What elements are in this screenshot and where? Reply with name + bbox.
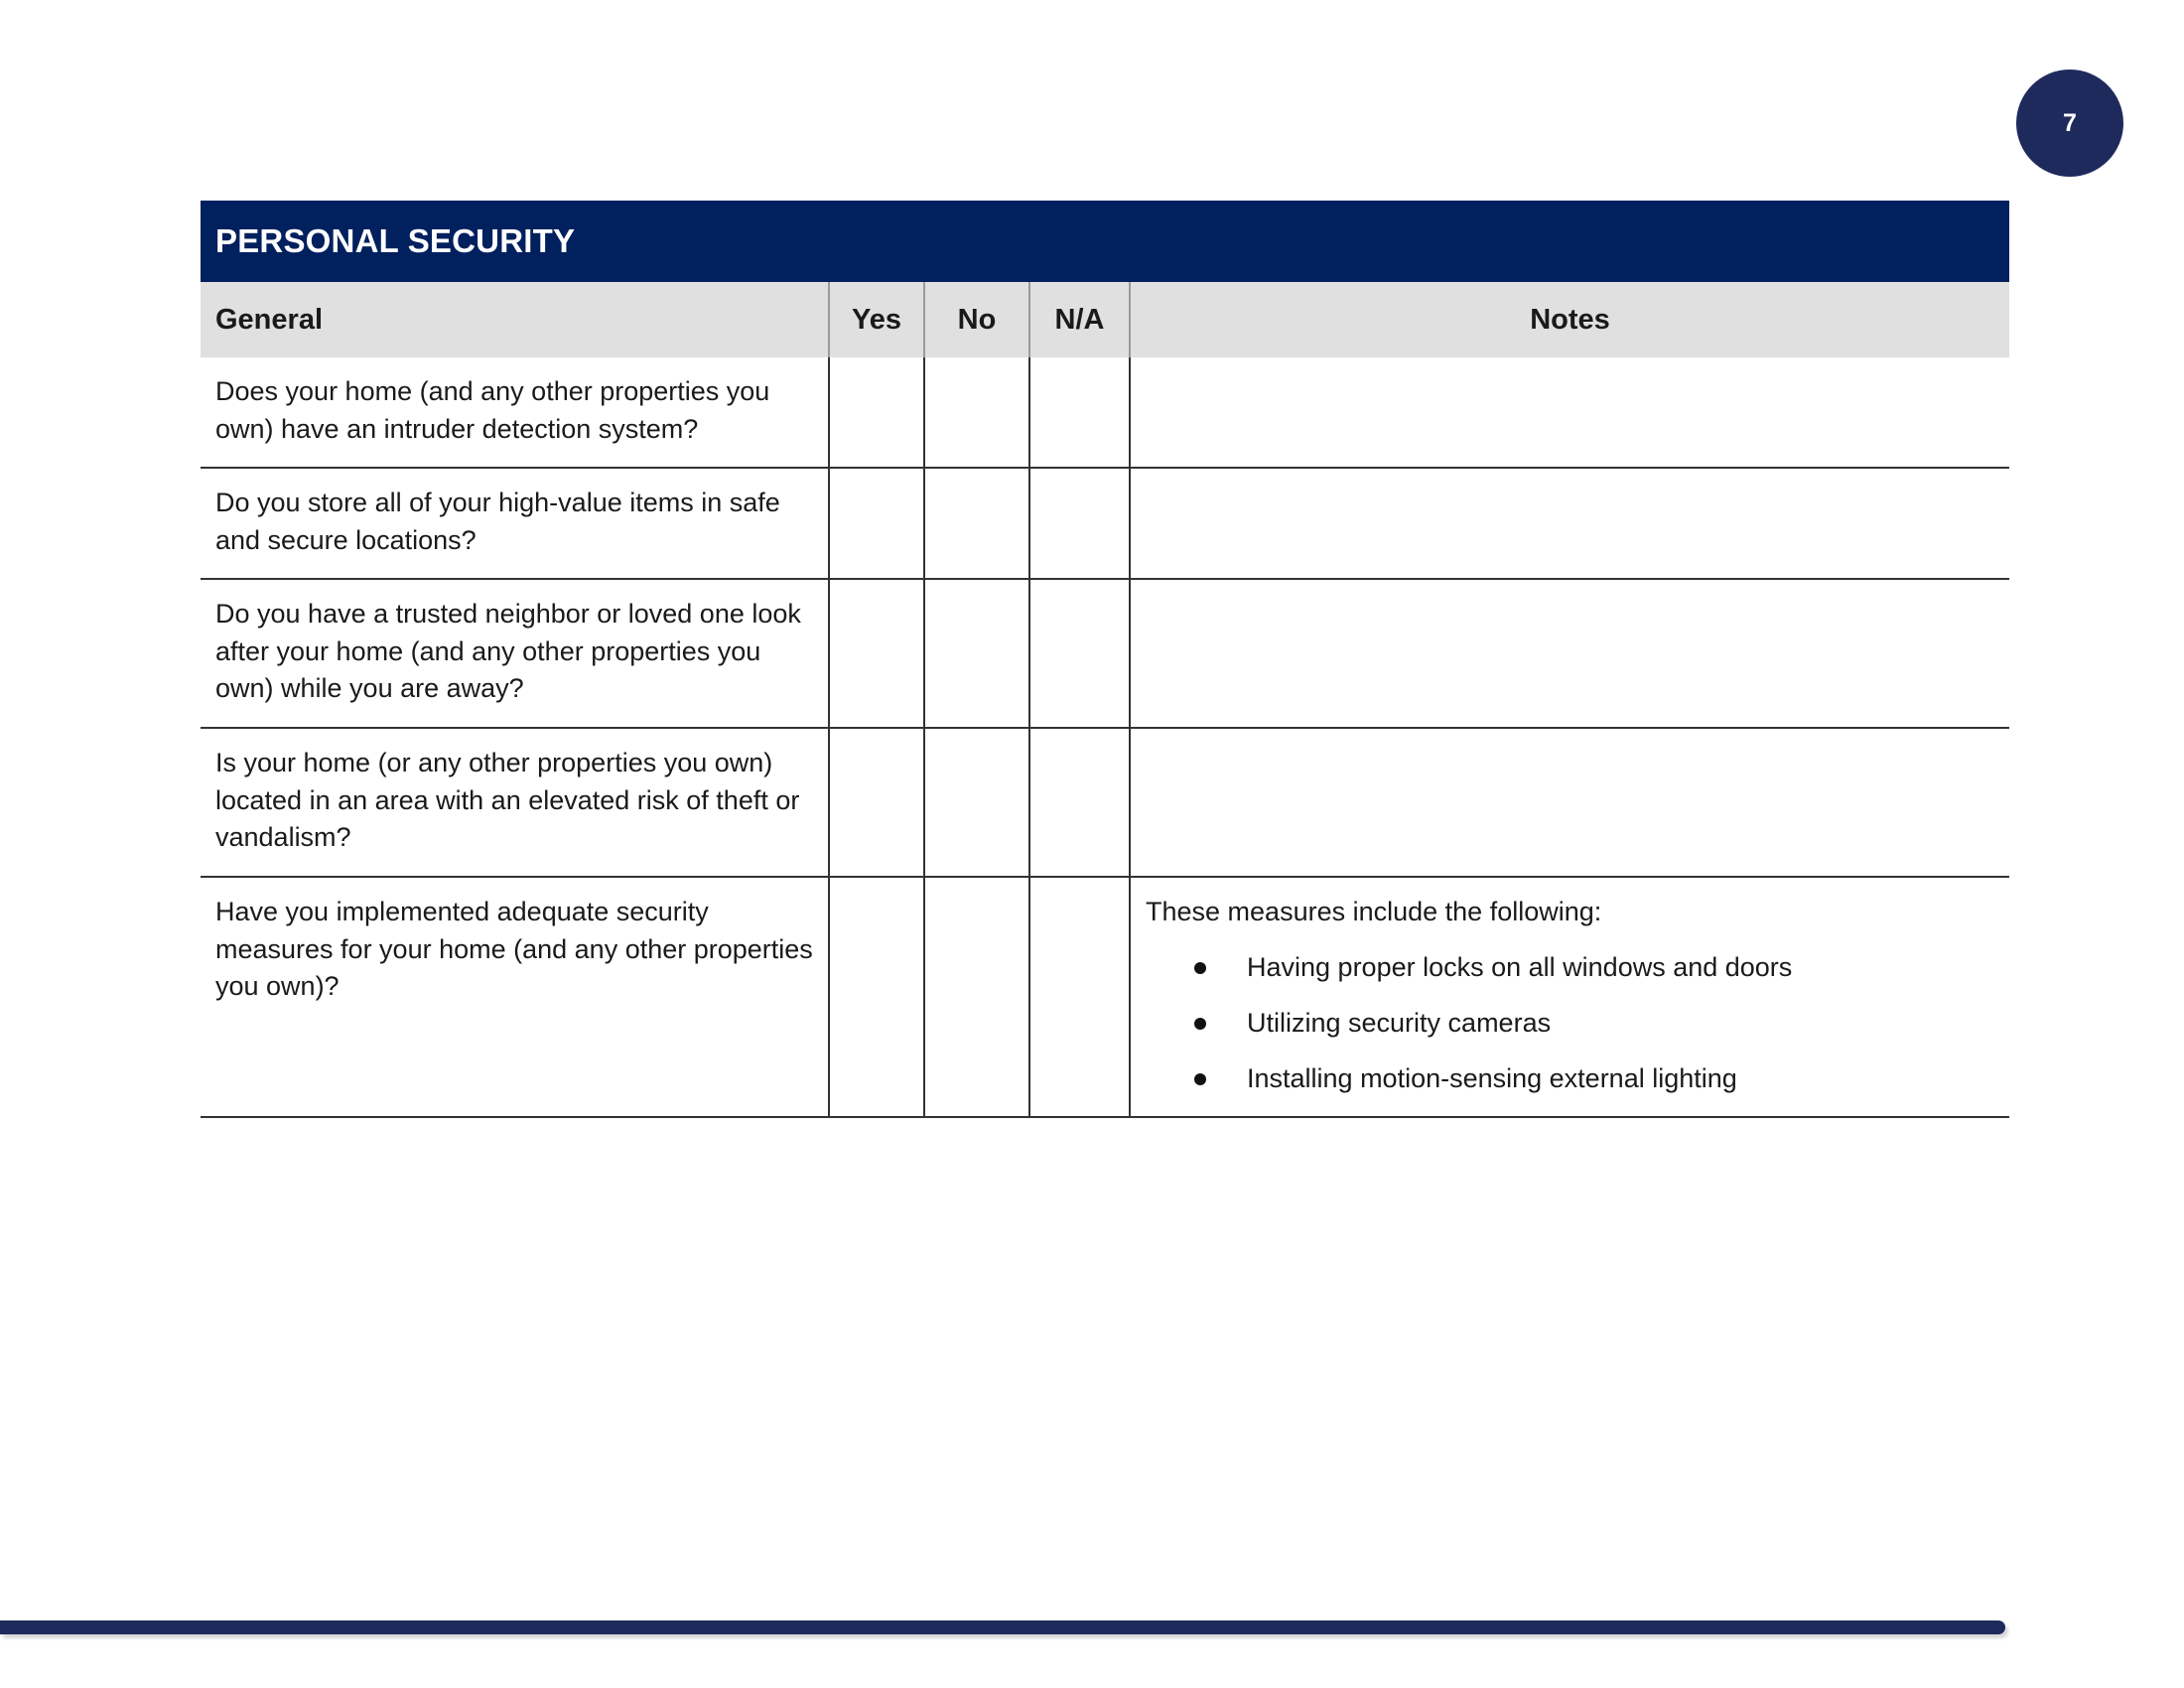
list-item-text: Installing motion-sensing external lighting <box>1247 1062 1737 1093</box>
notes-cell[interactable] <box>1129 469 2009 578</box>
notes-cell[interactable] <box>1129 729 2009 876</box>
na-answer-cell[interactable] <box>1028 878 1129 1116</box>
notes-intro: These measures include the following: <box>1146 897 1602 926</box>
notes-cell[interactable] <box>1129 878 2009 1116</box>
no-answer-cell[interactable] <box>923 729 1028 876</box>
na-answer-cell[interactable] <box>1028 469 1129 578</box>
list-item <box>1146 1005 1993 1042</box>
table-row <box>201 878 2009 1118</box>
table-row <box>201 580 2009 729</box>
no-answer-cell[interactable] <box>923 357 1028 467</box>
question-cell: Is your home (or any other properties you own) located in an area with an elevated risk of theft or vandalism? <box>215 748 800 852</box>
list-item-text: Having proper locks on all windows and doors <box>1247 951 1793 982</box>
question-cell: Do you have a trusted neighbor or loved one look after your home (and any other properties you own) while you are away? <box>215 599 801 703</box>
bullet-icon <box>1194 1073 1206 1085</box>
notes-bullet-list <box>1146 949 1993 1097</box>
header-general: General <box>215 303 323 336</box>
table-row <box>201 729 2009 878</box>
footer-divider <box>0 1620 2005 1634</box>
yes-answer-cell[interactable] <box>828 469 923 578</box>
notes-cell[interactable] <box>1129 580 2009 727</box>
bullet-icon <box>1194 1018 1206 1030</box>
no-answer-cell[interactable] <box>923 469 1028 578</box>
table-row <box>201 469 2009 580</box>
list-item <box>1146 1060 1993 1097</box>
table-header-row <box>201 282 2009 357</box>
yes-answer-cell[interactable] <box>828 357 923 467</box>
table-row <box>201 357 2009 469</box>
list-item <box>1146 949 1993 986</box>
personal-security-checklist <box>201 201 2009 1118</box>
page-number: 7 <box>2063 108 2077 137</box>
section-title-bar <box>201 201 2009 282</box>
no-answer-cell[interactable] <box>923 580 1028 727</box>
yes-answer-cell[interactable] <box>828 878 923 1116</box>
question-cell: Does your home (and any other properties you own) have an intruder detection system? <box>215 376 770 444</box>
question-cell: Do you store all of your high-value items in safe and secure locations? <box>215 488 780 555</box>
yes-answer-cell[interactable] <box>828 729 923 876</box>
header-no: No <box>923 282 1028 357</box>
list-item-text: Utilizing security cameras <box>1247 1007 1552 1038</box>
header-yes: Yes <box>828 282 923 357</box>
bullet-icon <box>1194 962 1206 974</box>
header-notes: Notes <box>1129 282 2009 357</box>
question-cell: Have you implemented adequate security measures for your home (and any other properties you own)? <box>215 897 813 1001</box>
page-number-badge <box>2016 70 2123 177</box>
na-answer-cell[interactable] <box>1028 357 1129 467</box>
na-answer-cell[interactable] <box>1028 580 1129 727</box>
header-na: N/A <box>1028 282 1129 357</box>
section-title: PERSONAL SECURITY <box>215 222 576 259</box>
na-answer-cell[interactable] <box>1028 729 1129 876</box>
yes-answer-cell[interactable] <box>828 580 923 727</box>
notes-cell[interactable] <box>1129 357 2009 467</box>
no-answer-cell[interactable] <box>923 878 1028 1116</box>
